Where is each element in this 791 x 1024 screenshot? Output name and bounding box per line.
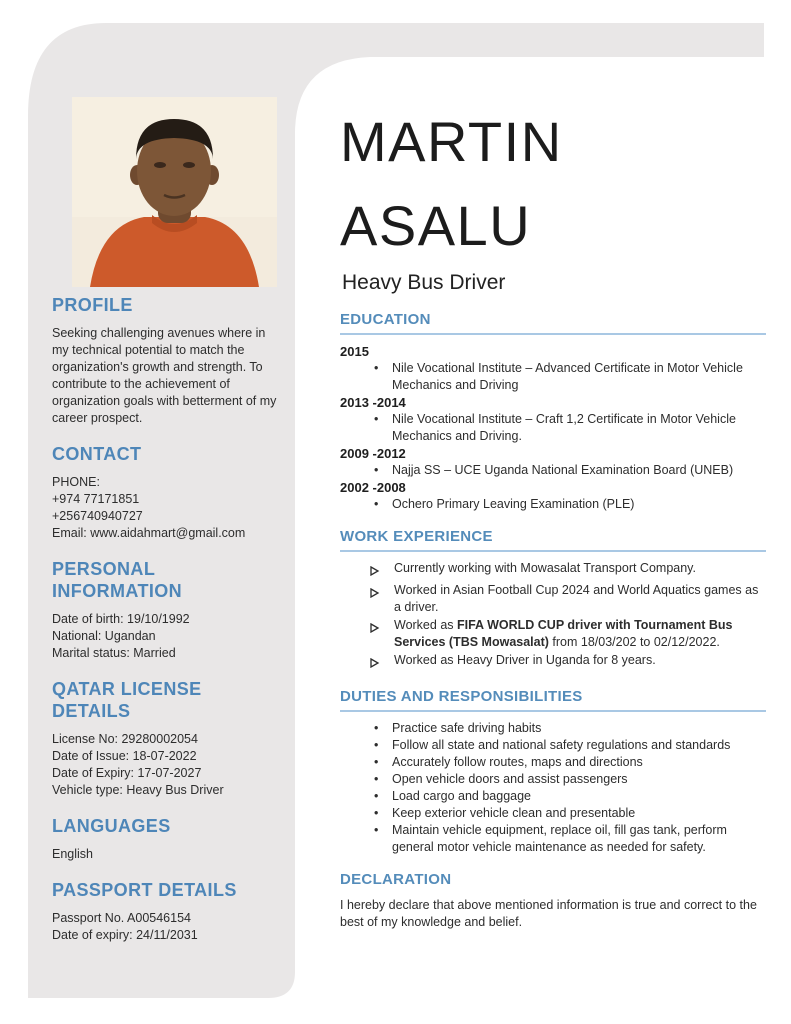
work-experience-section [340,527,766,673]
qatar-license-line: License No: 29280002054 [52,732,198,746]
contact-line: Email: www.aidahmart@gmail.com [52,526,246,540]
first-name: MARTIN [340,110,563,173]
education-year: 2009 -2012 [340,446,406,461]
profile-heading: PROFILE [52,295,133,315]
qatar-license-section [52,678,278,799]
qatar-license-line: Vehicle type: Heavy Bus Driver [52,783,224,797]
work-text-pre: Worked in Asian Football Cup 2024 and World Aquatics games as a driver. [394,583,759,614]
bullet-icon: • [374,361,379,375]
declaration-heading: DECLARATION [340,871,452,888]
work-experience-item-text [394,560,766,581]
duty-item-text: Open vehicle doors and assist passengers [392,772,628,786]
profile-text: Seeking challenging avenues where in my technical potential to match the organization's growth and strength. To contribute to the achievement of organization goals with betterment of my career prospect. [52,326,277,425]
arrowhead-bullet-icon [370,652,394,673]
duty-item-text: Maintain vehicle equipment, replace oil, fill gas tank, perform general motor vehicle maintenance as needed for safety. [392,823,727,854]
bullet-icon: • [374,755,379,769]
education-section [340,310,766,513]
education-entry [340,343,766,394]
duty-item-text: Keep exterior vehicle clean and presentable [392,806,636,820]
bullet-icon: • [374,412,379,426]
qatar-license-line: Date of Expiry: 17-07-2027 [52,766,202,780]
contact-line: PHONE: [52,475,100,489]
education-item-text: Nile Vocational Institute – Craft 1,2 Certificate in Motor Vehicle Mechanics and Driving. [392,412,736,443]
bullet-icon: • [374,738,379,752]
education-year: 2013 -2014 [340,395,406,410]
duties-section [340,687,766,856]
education-heading: EDUCATION [340,310,766,335]
bullet-icon: • [374,721,379,735]
arrowhead-bullet-icon [370,617,394,651]
job-title: Heavy Bus Driver [342,271,506,294]
personal-info-line: National: Ugandan [52,629,156,643]
qatar-license-heading: QATAR LICENSE DETAILS [52,679,202,721]
contact-lines [52,474,278,542]
personal-info-line: Date of birth: 19/10/1992 [52,612,190,626]
bullet-icon: • [374,463,379,477]
duties-heading: DUTIES AND RESPONSIBILITIES [340,687,766,712]
education-entry [340,394,766,445]
work-experience-item-text [394,652,766,673]
duty-item-text: Follow all state and national safety regulations and standards [392,738,731,752]
bullet-icon: • [374,789,379,803]
duty-item [340,822,766,856]
duty-item-text: Load cargo and baggage [392,789,532,803]
qatar-license-lines [52,731,278,799]
sidebar [52,294,278,960]
education-item-text: Ochero Primary Leaving Examination (PLE) [392,497,635,511]
profile-photo [72,97,277,287]
passport-line: Passport No. A00546154 [52,911,191,925]
personal-info-lines [52,611,278,662]
bullet-icon: • [374,806,379,820]
arrowhead-bullet-icon [370,560,394,581]
contact-line: +256740940727 [52,509,143,523]
duty-item [340,754,766,771]
passport-lines [52,910,278,944]
arrowhead-bullet-icon [370,582,394,616]
passport-line: Date of expiry: 24/11/2031 [52,928,198,942]
duty-item [340,805,766,822]
main-column [340,100,766,945]
language-line: English [52,847,93,861]
education-entry [340,445,766,479]
declaration-section [340,870,766,931]
portrait-photo-image [72,97,277,287]
personal-info-heading: PERSONAL INFORMATION [52,559,183,601]
work-text-pre: Currently working with Mowasalat Transport Company. [394,561,696,575]
duty-item [340,788,766,805]
duty-item [340,771,766,788]
languages-heading: LANGUAGES [52,816,171,836]
education-item [340,360,766,394]
education-item [340,496,766,513]
education-item-text: Nile Vocational Institute – Advanced Certificate in Motor Vehicle Mechanics and Driving [392,361,743,392]
personal-info-line: Marital status: Married [52,646,176,660]
work-experience-item-text [394,617,766,651]
work-experience-item [340,652,766,673]
work-experience-item [340,617,766,651]
contact-section [52,443,278,542]
work-experience-item-text [394,582,766,616]
passport-section [52,879,278,944]
languages-section [52,815,278,863]
languages-lines [52,846,278,863]
education-item-text: Najja SS – UCE Uganda National Examination Board (UNEB) [392,463,734,477]
duty-item-text: Accurately follow routes, maps and directions [392,755,643,769]
duties-items [340,720,766,856]
bullet-icon: • [374,772,379,786]
bullet-icon: • [374,823,379,837]
education-year: 2002 -2008 [340,480,406,495]
qatar-license-line: Date of Issue: 18-07-2022 [52,749,197,763]
work-text-bold: FIFA WORLD CUP driver with Tournament Bus Services (TBS Mowasalat) [394,618,733,649]
work-text-pre: Worked as [394,618,457,632]
declaration-text: I hereby declare that above mentioned information is true and correct to the best of my knowledge and belief. [340,898,757,929]
work-experience-item [340,560,766,581]
work-experience-items [340,560,766,673]
work-experience-item [340,582,766,616]
work-text-post: from 18/03/202 to 02/12/2022. [548,635,720,649]
duty-item [340,720,766,737]
education-item [340,462,766,479]
duty-item [340,737,766,754]
last-name: ASALU [340,194,532,257]
personal-info-section [52,558,278,662]
candidate-name [340,100,766,268]
duty-item-text: Practice safe driving habits [392,721,542,735]
bullet-icon: • [374,497,379,511]
passport-heading: PASSPORT DETAILS [52,880,237,900]
education-year: 2015 [340,344,369,359]
education-entry [340,479,766,513]
profile-section [52,294,278,427]
contact-heading: CONTACT [52,444,142,464]
education-item [340,411,766,445]
work-text-pre: Worked as Heavy Driver in Uganda for 8 years. [394,653,656,667]
work-experience-heading: WORK EXPERIENCE [340,527,766,552]
contact-line: +974 77171851 [52,492,140,506]
education-entries [340,343,766,513]
